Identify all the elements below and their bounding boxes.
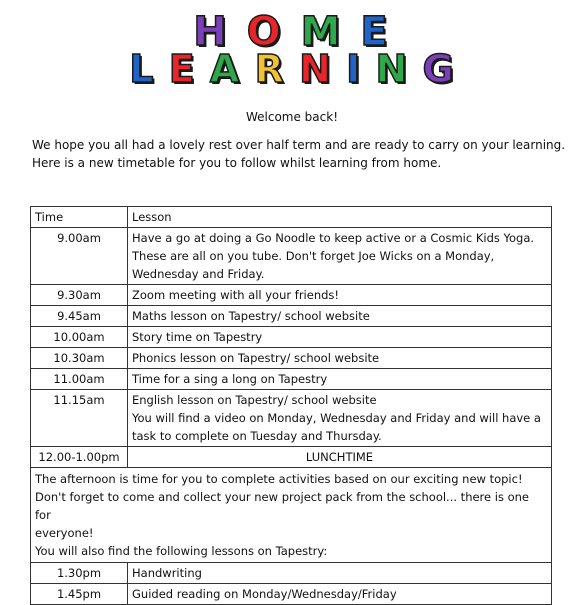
lesson-cell bbox=[128, 390, 552, 447]
title-learning bbox=[0, 47, 584, 91]
table-row bbox=[31, 348, 552, 369]
note-line: everyone! bbox=[35, 526, 94, 540]
table-row bbox=[31, 369, 552, 390]
time-cell: 1.30pm bbox=[31, 563, 128, 584]
time-cell: 10.00am bbox=[31, 327, 128, 348]
table-row bbox=[31, 228, 552, 285]
lesson-cell: Zoom meeting with all your friends! bbox=[128, 285, 552, 306]
title-letter: M bbox=[300, 9, 344, 55]
title-letter: R bbox=[254, 47, 285, 91]
time-cell: 9.30am bbox=[31, 285, 128, 306]
note-line: You will also find the following lessons on Tapestry: bbox=[35, 544, 328, 558]
lesson-line: Wednesday and Friday. bbox=[132, 267, 265, 281]
time-cell: 11.15am bbox=[31, 390, 128, 447]
afternoon-note-row bbox=[31, 468, 552, 563]
table-row bbox=[31, 584, 552, 605]
table-row bbox=[31, 285, 552, 306]
timetable bbox=[30, 206, 552, 605]
title-letter: O bbox=[246, 9, 284, 55]
welcome-heading: Welcome back! bbox=[245, 110, 339, 124]
lesson-line: English lesson on Tapestry/ school website bbox=[132, 393, 377, 407]
lesson-line: You will find a video on Monday, Wednesday and Friday and will have a bbox=[132, 411, 541, 425]
lesson-cell: Handwriting bbox=[128, 563, 552, 584]
lesson-line: Have a go at doing a Go Noodle to keep active or a Cosmic Kids Yoga. bbox=[132, 231, 535, 245]
title-letter: E bbox=[360, 9, 391, 55]
lesson-cell: Story time on Tapestry bbox=[128, 327, 552, 348]
lesson-line: These are all on you tube. Don't forget Joe Wicks on a Monday, bbox=[132, 249, 495, 263]
intro-line: Here is a new timetable for you to follow whilst learning from home. bbox=[32, 156, 442, 170]
afternoon-note bbox=[31, 468, 552, 563]
note-line: The afternoon is time for you to complete activities based on our exciting new topic! bbox=[35, 472, 523, 486]
table-row bbox=[31, 306, 552, 327]
column-header-lesson: Lesson bbox=[128, 207, 552, 228]
title-letter: A bbox=[209, 47, 241, 91]
time-cell: 12.00-1.00pm bbox=[31, 447, 128, 468]
table-row bbox=[31, 563, 552, 584]
title-letter: H bbox=[193, 9, 230, 55]
title-letter: I bbox=[346, 47, 362, 91]
title-letter: E bbox=[168, 47, 196, 91]
lunch-label: LUNCHTIME bbox=[128, 447, 552, 468]
table-row bbox=[31, 390, 552, 447]
table-row bbox=[31, 327, 552, 348]
lesson-cell: Phonics lesson on Tapestry/ school website bbox=[128, 348, 552, 369]
lesson-cell bbox=[128, 228, 552, 285]
intro-line: We hope you all had a lovely rest over half term and are ready to carry on your learning. bbox=[32, 138, 566, 152]
note-line: Don't forget to come and collect your new project pack from the school... there is one for bbox=[35, 490, 530, 522]
title-letter: N bbox=[375, 47, 409, 91]
lesson-cell: Maths lesson on Tapestry/ school website bbox=[128, 306, 552, 327]
time-cell: 9.45am bbox=[31, 306, 128, 327]
title-letter: G bbox=[422, 47, 455, 91]
lesson-line: task to complete on Tuesday and Thursday. bbox=[132, 429, 382, 443]
time-cell: 9.00am bbox=[31, 228, 128, 285]
time-cell: 1.45pm bbox=[31, 584, 128, 605]
title-home bbox=[0, 9, 584, 55]
lunch-row bbox=[31, 447, 552, 468]
column-header-time: Time bbox=[31, 207, 128, 228]
time-cell: 10.30am bbox=[31, 348, 128, 369]
lesson-cell: Time for a sing a long on Tapestry bbox=[128, 369, 552, 390]
lesson-cell: Guided reading on Monday/Wednesday/Friday bbox=[128, 584, 552, 605]
title-letter: L bbox=[129, 47, 155, 91]
intro-paragraph bbox=[32, 136, 566, 172]
time-cell: 11.00am bbox=[31, 369, 128, 390]
table-header-row bbox=[31, 207, 552, 228]
title-letter: N bbox=[299, 47, 332, 91]
